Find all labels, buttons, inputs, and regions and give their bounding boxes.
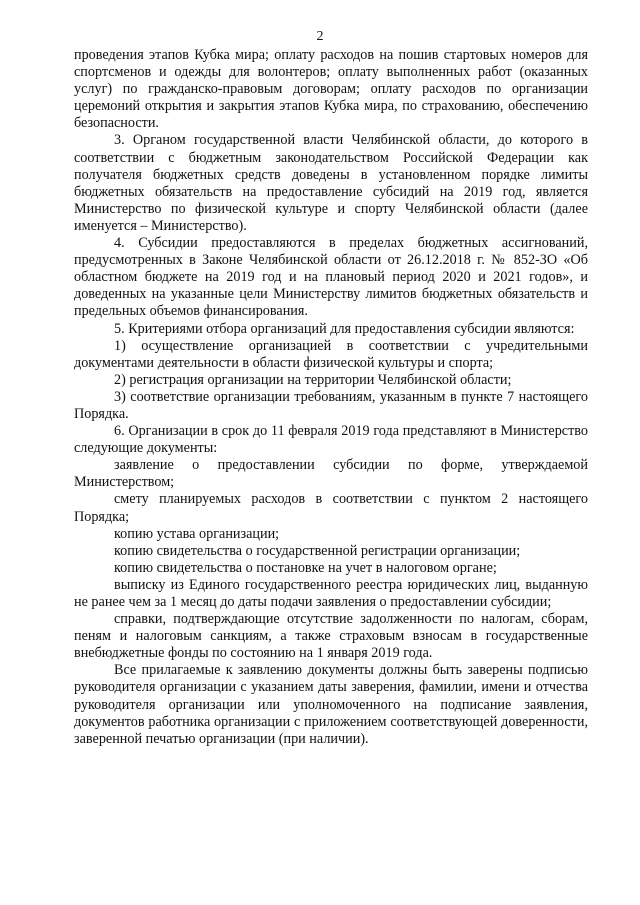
document-item-no-debt-certificates: справки, подтверждающие отсутствие задолженности по налогам, сборам, пеням и налоговым санкциям, а также страховым взносам в государственные внебюджетные фонды по состоянию на 1 января 2019 года.: [74, 611, 588, 662]
paragraph-certification: Все прилагаемые к заявлению документы должны быть заверены подписью руководителя организации с указанием даты заверения, фамилии, имени и отчества руководителя организации или уполномоченного на подписание заявления, документов работника организации с приложением соответствующей доверенности, заверенной печатью организации (при наличии).: [74, 662, 588, 747]
document-item-registry-extract: выписку из Единого государственного реестра юридических лиц, выданную не ранее чем за 1 месяц до даты подачи заявления о предоставлении субсидии;: [74, 576, 588, 610]
document-item-estimate: смету планируемых расходов в соответствии с пунктом 2 настоящего Порядка;: [74, 491, 588, 525]
paragraph-continuation: проведения этапов Кубка мира; оплату расходов на пошив стартовых номеров для спортсменов и одежды для волонтеров; оплату выполненных работ (оказанных услуг) по гражданско-правовым договорам; оплату расходов по организации церемоний открытия и закрытия этапов Кубка мира, по страхованию, обеспечению безопасности.: [74, 47, 588, 132]
criterion-3: 3) соответствие организации требованиям, указанным в пункте 7 настоящего Порядка.: [74, 388, 588, 422]
document-body: [74, 47, 588, 748]
paragraph-4-subsidy-limits: 4. Субсидии предоставляются в пределах бюджетных ассигнований, предусмотренных в Законе Челябинской области от 26.12.2018 г. № 852-ЗО «Об областном бюджете на 2019 год и на плановый период 2020 и 2021 годов», и доведенных на указанные цели Министерству лимитов бюджетных обязательств и предельных объемов финансирования.: [74, 235, 588, 320]
criterion-2: 2) регистрация организации на территории Челябинской области;: [114, 371, 512, 388]
document-item-tax-registration: копию свидетельства о постановке на учет в налоговом органе;: [114, 559, 497, 576]
paragraph-5-criteria: 5. Критериями отбора организаций для предоставления субсидии являются:: [114, 320, 575, 337]
document-item-charter: копию устава организации;: [114, 525, 280, 542]
paragraph-6-documents: 6. Организации в срок до 11 февраля 2019 года представляют в Министерство следующие документы:: [74, 423, 588, 457]
paragraph-3-authority: 3. Органом государственной власти Челябинской области, до которого в соответствии с бюджетным законодательством Российской Федерации как получателя бюджетных средств доведены в установленном порядке лимиты бюджетных обязательств на предоставление субсидий на 2019 год, является Министерство по физической культуре и спорту Челябинской области (далее именуется – Министерство).: [74, 132, 588, 234]
document-item-registration: копию свидетельства о государственной регистрации организации;: [114, 542, 521, 559]
criterion-1: 1) осуществление организацией в соответствии с учредительными документами деятельности в области физической культуры и спорта;: [74, 337, 588, 371]
page-number: 2: [316, 29, 324, 44]
document-item-application: заявление о предоставлении субсидии по форме, утверждаемой Министерством;: [74, 457, 588, 491]
